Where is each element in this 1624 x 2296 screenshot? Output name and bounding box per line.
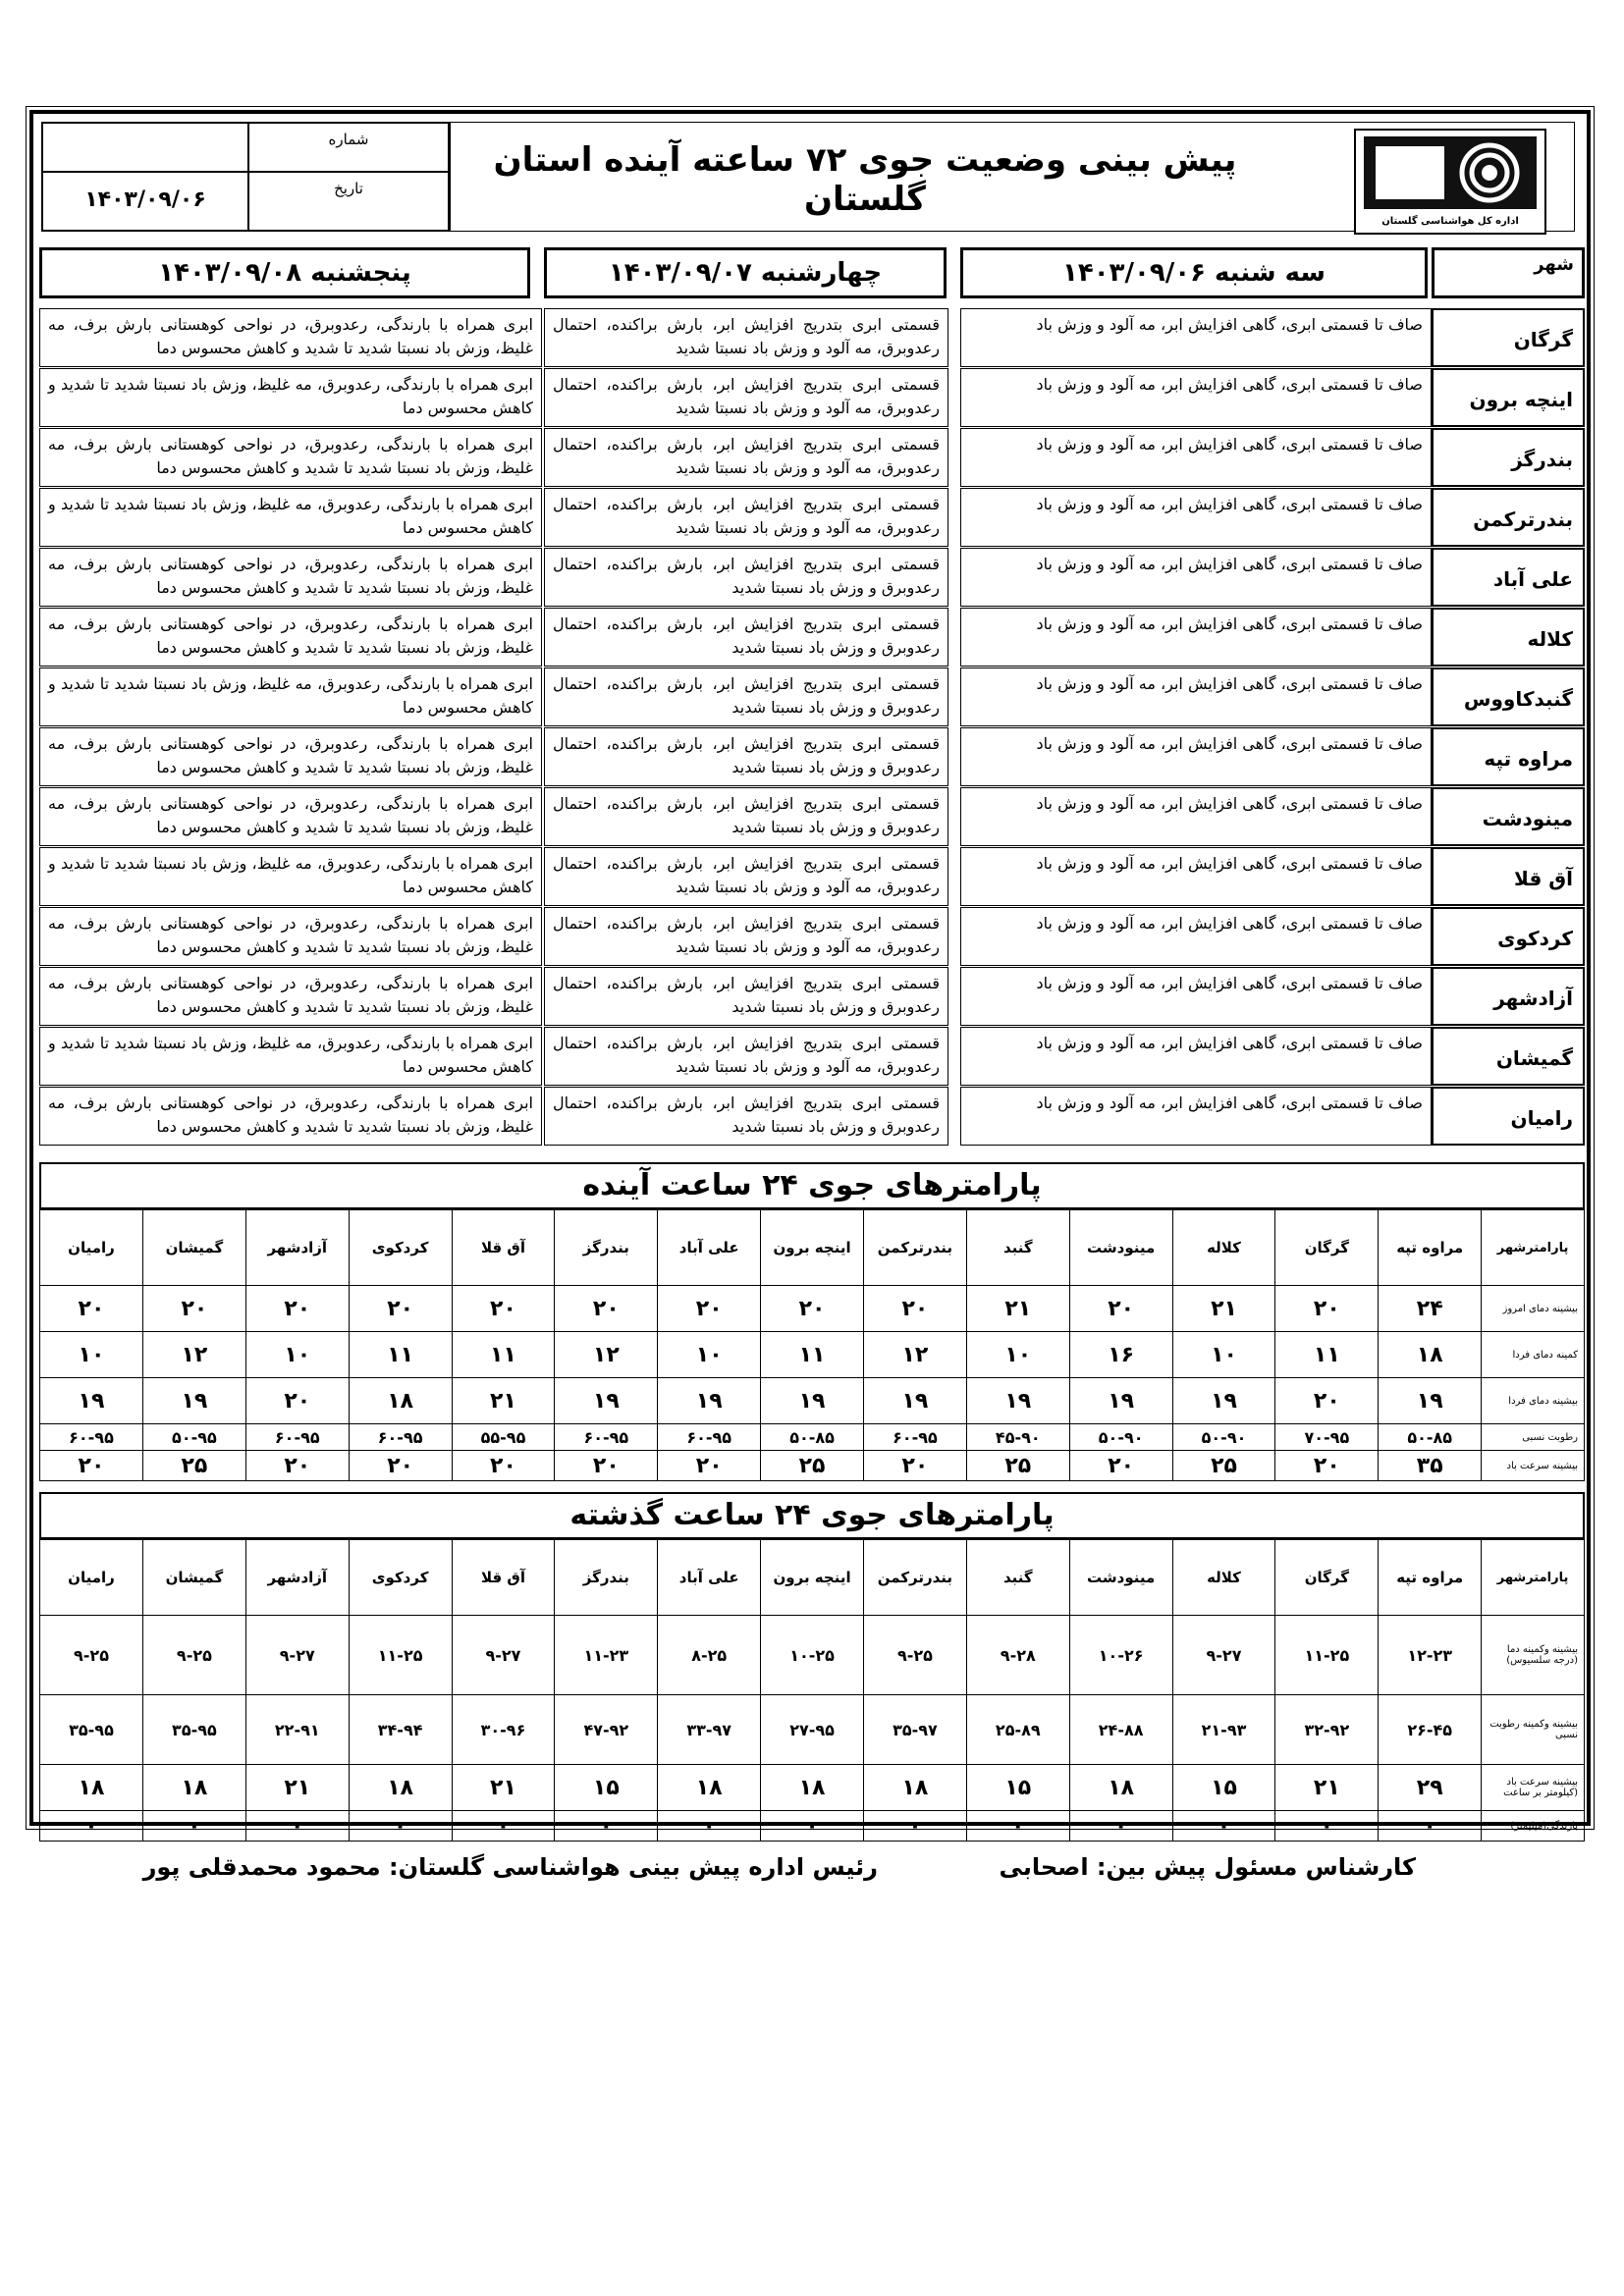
param-city-header: بندرگز: [555, 1210, 658, 1286]
param-city-header: رامیان: [40, 1210, 143, 1286]
param-city-header: گرگان: [1275, 1210, 1379, 1286]
forecast-row: [39, 1027, 1585, 1086]
param-value: ۲۱: [966, 1286, 1069, 1332]
param-value: ۱۹: [863, 1378, 966, 1424]
param-value: ۲۶-۴۵: [1379, 1695, 1482, 1765]
param-label: بیشینه دمای فردا: [1482, 1378, 1585, 1424]
param-value: ۲۰: [863, 1451, 966, 1481]
city-name: بندرگز: [1432, 428, 1585, 487]
title-box: [450, 122, 1575, 232]
param-city-header: آق قلا: [452, 1540, 555, 1616]
param-city-header: علی آباد: [658, 1210, 761, 1286]
param-value: ۹-۲۷: [245, 1616, 349, 1695]
param-city-header: گنبد: [966, 1210, 1069, 1286]
next24-table: [39, 1209, 1585, 1481]
param-value: ۱۸: [142, 1765, 245, 1811]
forecast-cell: صاف تا قسمتی ابری، گاهی افزایش ابر، مه آلود و وزش باد: [960, 787, 1432, 846]
param-city-header: مینودشت: [1069, 1540, 1172, 1616]
param-city-header: گمیشان: [142, 1210, 245, 1286]
param-value: ۳۵-۹۵: [142, 1695, 245, 1765]
param-value: ۲۰: [452, 1286, 555, 1332]
param-city-header: بندرترکمن: [863, 1540, 966, 1616]
param-value: ۱۹: [1069, 1378, 1172, 1424]
param-city-header: کردکوی: [349, 1210, 452, 1286]
forecast-cell: صاف تا قسمتی ابری، گاهی افزایش ابر، مه آلود و وزش باد: [960, 1087, 1432, 1146]
forecast-cell: ابری همراه با بارندگی، رعدوبرق، در نواحی کوهستانی بارش برف، مه غلیظ، وزش باد نسبتا شدید تا شدید و کاهش محسوس دما: [39, 787, 542, 846]
param-row: [40, 1451, 1585, 1481]
param-value: ۲۵-۸۹: [966, 1695, 1069, 1765]
param-city-header: کلاله: [1172, 1210, 1275, 1286]
param-value: ۱۹: [761, 1378, 864, 1424]
reference-box: [41, 122, 450, 232]
param-value: ۲۰: [349, 1451, 452, 1481]
param-value: ۶۰-۹۵: [555, 1424, 658, 1451]
param-value: ۹-۲۷: [1172, 1616, 1275, 1695]
param-value: ۰: [349, 1811, 452, 1842]
param-value: ۱۹: [966, 1378, 1069, 1424]
forecast-cell: ابری همراه با بارندگی، رعدوبرق، در نواحی کوهستانی بارش برف، مه غلیظ، وزش باد نسبتا شدید تا شدید و کاهش محسوس دما: [39, 428, 542, 487]
forecast-cell: صاف تا قسمتی ابری، گاهی افزایش ابر، مه آلود و وزش باد: [960, 967, 1432, 1026]
forecast-cell: صاف تا قسمتی ابری، گاهی افزایش ابر، مه آلود و وزش باد: [960, 727, 1432, 786]
param-city-header: مینودشت: [1069, 1210, 1172, 1286]
param-value: ۲۰: [452, 1451, 555, 1481]
forecast-cell: ابری همراه با بارندگی، رعدوبرق، مه غلیظ، وزش باد نسبتا شدید تا شدید و کاهش محسوس دما: [39, 1027, 542, 1086]
param-value: ۱۵: [966, 1765, 1069, 1811]
param-value: ۱۱: [349, 1332, 452, 1378]
forecast-cell: قسمتی ابری بتدریج افزایش ابر، بارش براکنده، احتمال رعدوبرق و وزش باد نسبتا شدید: [544, 1087, 948, 1146]
param-value: ۱۸: [349, 1378, 452, 1424]
forecast-cell: ابری همراه با بارندگی، رعدوبرق، مه غلیظ، وزش باد نسبتا شدید تا شدید و کاهش محسوس دما: [39, 847, 542, 906]
param-value: ۳۵-۹۵: [40, 1695, 143, 1765]
param-value: ۱۸: [349, 1765, 452, 1811]
param-value: ۱۰: [40, 1332, 143, 1378]
param-value: ۱۰: [245, 1332, 349, 1378]
city-name: علی آباد: [1432, 548, 1585, 607]
param-label: بیشینه دمای امروز: [1482, 1286, 1585, 1332]
city-name: کلاله: [1432, 608, 1585, 667]
param-value: ۲۰: [245, 1286, 349, 1332]
param-value: ۱۱-۲۵: [349, 1616, 452, 1695]
param-label: بیشینه سرعت باد (کیلومتر بر ساعت: [1482, 1765, 1585, 1811]
date-value: ۱۴۰۳/۰۹/۰۶: [42, 172, 248, 231]
param-city-header: مراوه تپه: [1379, 1210, 1482, 1286]
forecast-cell: قسمتی ابری بتدریج افزایش ابر، بارش براکنده، احتمال رعدوبرق، مه آلود و وزش باد نسبتا شدید: [544, 368, 948, 427]
param-row: [40, 1378, 1585, 1424]
forecast-cell: قسمتی ابری بتدریج افزایش ابر، بارش براکنده، احتمال رعدوبرق و وزش باد نسبتا شدید: [544, 967, 948, 1026]
param-value: ۰: [1172, 1811, 1275, 1842]
param-value: ۲۰: [761, 1286, 864, 1332]
param-value: ۱۸: [1069, 1765, 1172, 1811]
forecast-cell: صاف تا قسمتی ابری، گاهی افزایش ابر، مه آلود و وزش باد: [960, 368, 1432, 427]
param-value: ۲۷-۹۵: [761, 1695, 864, 1765]
param-city-header: گنبد: [966, 1540, 1069, 1616]
param-value: ۲۵: [966, 1451, 1069, 1481]
param-value: ۰: [40, 1811, 143, 1842]
param-value: ۴۷-۹۲: [555, 1695, 658, 1765]
param-city-header: مراوه تپه: [1379, 1540, 1482, 1616]
param-value: ۲۵: [142, 1451, 245, 1481]
param-city-header: کردکوی: [349, 1540, 452, 1616]
forecast-row: [39, 1087, 1585, 1146]
param-value: ۹-۲۸: [966, 1616, 1069, 1695]
param-value: ۰: [658, 1811, 761, 1842]
city-name: مراوه تپه: [1432, 727, 1585, 786]
param-value: ۲۰: [1069, 1451, 1172, 1481]
param-value: ۶۰-۹۵: [40, 1424, 143, 1451]
param-value: ۵۰-۸۵: [761, 1424, 864, 1451]
param-value: ۵۵-۹۵: [452, 1424, 555, 1451]
forecast-row: [39, 667, 1585, 726]
head-signature: رئیس اداره پیش بینی هواشناسی گلستان: محمود محمدقلی پور: [142, 1853, 878, 1881]
param-value: ۲۰: [1275, 1286, 1379, 1332]
param-label: بیشینه سرعت باد: [1482, 1451, 1585, 1481]
param-value: ۰: [761, 1811, 864, 1842]
param-value: ۰: [1275, 1811, 1379, 1842]
forecast-cell: ابری همراه با بارندگی، رعدوبرق، در نواحی کوهستانی بارش برف، مه غلیظ، وزش باد نسبتا شدید تا شدید و کاهش محسوس دما: [39, 548, 542, 607]
forecast-cell: صاف تا قسمتی ابری، گاهی افزایش ابر، مه آلود و وزش باد: [960, 428, 1432, 487]
forecast-cell: قسمتی ابری بتدریج افزایش ابر، بارش براکنده، احتمال رعدوبرق و وزش باد نسبتا شدید: [544, 548, 948, 607]
param-value: ۱۰-۲۶: [1069, 1616, 1172, 1695]
forecast-cell: قسمتی ابری بتدریج افزایش ابر، بارش براکنده، احتمال رعدوبرق، مه آلود و وزش باد نسبتا شدید: [544, 847, 948, 906]
forecast-cell: ابری همراه با بارندگی، رعدوبرق، در نواحی کوهستانی بارش برف، مه غلیظ، وزش باد نسبتا شدید تا شدید و کاهش محسوس دما: [39, 608, 542, 667]
param-city-header: اینچه برون: [761, 1540, 864, 1616]
param-value: ۹-۲۵: [142, 1616, 245, 1695]
param-value: ۱۲: [863, 1332, 966, 1378]
param-value: ۱۱: [1275, 1332, 1379, 1378]
forecast-cell: صاف تا قسمتی ابری، گاهی افزایش ابر، مه آلود و وزش باد: [960, 847, 1432, 906]
param-value: ۱۱: [452, 1332, 555, 1378]
param-value: ۲۱: [452, 1765, 555, 1811]
number-value-cell: [42, 123, 248, 172]
forecast-cell: ابری همراه با بارندگی، رعدوبرق، در نواحی کوهستانی بارش برف، مه غلیظ، وزش باد نسبتا شدید تا شدید و کاهش محسوس دما: [39, 967, 542, 1026]
forecast-row: [39, 847, 1585, 906]
param-value: ۱۲: [142, 1332, 245, 1378]
city-column-header: شهر: [1432, 247, 1585, 298]
param-label: کمینه دمای فردا: [1482, 1332, 1585, 1378]
param-value: ۱۹: [142, 1378, 245, 1424]
city-name: کردکوی: [1432, 907, 1585, 966]
param-value: ۱۹: [1172, 1378, 1275, 1424]
param-city-header: بندرترکمن: [863, 1210, 966, 1286]
param-value: ۱۹: [555, 1378, 658, 1424]
param-city-header: اینچه برون: [761, 1210, 864, 1286]
forecast-row: [39, 907, 1585, 966]
param-corner-label: پارامترشهر: [1482, 1210, 1585, 1286]
param-value: ۲۱-۹۳: [1172, 1695, 1275, 1765]
param-value: ۴۵-۹۰: [966, 1424, 1069, 1451]
forecast-cell: قسمتی ابری بتدریج افزایش ابر، بارش براکنده، احتمال رعدوبرق و وزش باد نسبتا شدید: [544, 608, 948, 667]
param-value: ۲۰: [658, 1286, 761, 1332]
param-value: ۵۰-۹۵: [142, 1424, 245, 1451]
past24-title: پارامترهای جوی ۲۴ ساعت گذشته: [39, 1492, 1585, 1539]
param-value: ۹-۲۷: [452, 1616, 555, 1695]
city-name: گمیشان: [1432, 1027, 1585, 1086]
city-name: گرگان: [1432, 308, 1585, 367]
param-value: ۳۰-۹۶: [452, 1695, 555, 1765]
param-label: بارندگی(میلیمتر): [1482, 1811, 1585, 1842]
city-name: آق قلا: [1432, 847, 1585, 906]
param-value: ۲۰: [863, 1286, 966, 1332]
param-value: ۵۰-۹۰: [1172, 1424, 1275, 1451]
logo-caption: اداره کل هواشناسی گلستان: [1381, 216, 1519, 227]
param-value: ۱۸: [761, 1765, 864, 1811]
param-row: [40, 1765, 1585, 1811]
param-value: ۳۴-۹۴: [349, 1695, 452, 1765]
param-value: ۲۴-۸۸: [1069, 1695, 1172, 1765]
param-label: بیشینه وکمینه رطوبت نسبی: [1482, 1695, 1585, 1765]
param-value: ۲۲-۹۱: [245, 1695, 349, 1765]
param-value: ۱۲: [555, 1332, 658, 1378]
forecast-cell: صاف تا قسمتی ابری، گاهی افزایش ابر، مه آلود و وزش باد: [960, 667, 1432, 726]
city-name: بندرترکمن: [1432, 488, 1585, 547]
forecast-cell: قسمتی ابری بتدریج افزایش ابر، بارش براکنده، احتمال رعدوبرق، مه آلود و وزش باد نسبتا شدید: [544, 308, 948, 367]
forecast-row: [39, 787, 1585, 846]
param-value: ۵۰-۹۰: [1069, 1424, 1172, 1451]
meteorological-organization-logo: [1354, 129, 1546, 235]
param-city-header: آزادشهر: [245, 1540, 349, 1616]
forecast-cell: قسمتی ابری بتدریج افزایش ابر، بارش براکنده، احتمال رعدوبرق و وزش باد نسبتا شدید: [544, 727, 948, 786]
param-value: ۱۱-۲۵: [1275, 1616, 1379, 1695]
param-value: ۲۱: [245, 1765, 349, 1811]
param-value: ۲۰: [40, 1286, 143, 1332]
param-value: ۱۱-۲۳: [555, 1616, 658, 1695]
param-value: ۲۰: [349, 1286, 452, 1332]
forecast-cell: ابری همراه با بارندگی، رعدوبرق، مه غلیظ، وزش باد نسبتا شدید تا شدید و کاهش محسوس دما: [39, 488, 542, 547]
forecast-cell: ابری همراه با بارندگی، رعدوبرق، در نواحی کوهستانی بارش برف، مه غلیظ، وزش باد نسبتا شدید تا شدید و کاهش محسوس دما: [39, 308, 542, 367]
param-value: ۹-۲۵: [863, 1616, 966, 1695]
forecast-cell: صاف تا قسمتی ابری، گاهی افزایش ابر، مه آلود و وزش باد: [960, 1027, 1432, 1086]
param-value: ۲۹: [1379, 1765, 1482, 1811]
param-value: ۱۸: [658, 1765, 761, 1811]
forecast-cell: ابری همراه با بارندگی، رعدوبرق، مه غلیظ، وزش باد نسبتا شدید تا شدید و کاهش محسوس دما: [39, 667, 542, 726]
param-value: ۷۰-۹۵: [1275, 1424, 1379, 1451]
param-value: ۰: [1379, 1811, 1482, 1842]
forecast-cell: صاف تا قسمتی ابری، گاهی افزایش ابر، مه آلود و وزش باد: [960, 548, 1432, 607]
param-value: ۰: [142, 1811, 245, 1842]
param-value: ۲۰: [555, 1451, 658, 1481]
forecast-row: [39, 727, 1585, 786]
city-name: آزادشهر: [1432, 967, 1585, 1026]
param-value: ۰: [863, 1811, 966, 1842]
param-value: ۲۰: [658, 1451, 761, 1481]
param-value: ۳۵-۹۷: [863, 1695, 966, 1765]
param-value: ۱۰: [658, 1332, 761, 1378]
forecast-table: [39, 247, 1585, 1156]
param-value: ۱۶: [1069, 1332, 1172, 1378]
forecast-cell: قسمتی ابری بتدریج افزایش ابر، بارش براکنده، احتمال رعدوبرق، مه آلود و وزش باد نسبتا شدید: [544, 488, 948, 547]
param-row: [40, 1695, 1585, 1765]
forecast-cell: ابری همراه با بارندگی، رعدوبرق، در نواحی کوهستانی بارش برف، مه غلیظ، وزش باد نسبتا شدید تا شدید و کاهش محسوس دما: [39, 727, 542, 786]
param-value: ۲۱: [1172, 1286, 1275, 1332]
param-value: ۱۹: [40, 1378, 143, 1424]
param-city-header: گرگان: [1275, 1540, 1379, 1616]
param-value: ۱۵: [1172, 1765, 1275, 1811]
city-name: اینچه برون: [1432, 368, 1585, 427]
param-city-header: آزادشهر: [245, 1210, 349, 1286]
param-value: ۱۵: [555, 1765, 658, 1811]
forecast-row: [39, 967, 1585, 1026]
param-city-header: گمیشان: [142, 1540, 245, 1616]
forecast-cell: ابری همراه با بارندگی، رعدوبرق، در نواحی کوهستانی بارش برف، مه غلیظ، وزش باد نسبتا شدید تا شدید و کاهش محسوس دما: [39, 1087, 542, 1146]
param-header-row: [40, 1210, 1585, 1286]
param-city-header: رامیان: [40, 1540, 143, 1616]
param-row: [40, 1286, 1585, 1332]
param-value: ۲۰: [40, 1451, 143, 1481]
param-value: ۰: [1069, 1811, 1172, 1842]
param-city-header: کلاله: [1172, 1540, 1275, 1616]
param-value: ۱۲-۲۳: [1379, 1616, 1482, 1695]
param-label: بیشینه وکمینه دما (درجه سلسیوس): [1482, 1616, 1585, 1695]
param-value: ۰: [555, 1811, 658, 1842]
param-value: ۲۰: [245, 1378, 349, 1424]
param-value: ۶۰-۹۵: [863, 1424, 966, 1451]
day-header-2: چهارشنبه ۱۴۰۳/۰۹/۰۷: [544, 247, 947, 298]
param-value: ۲۴: [1379, 1286, 1482, 1332]
next24-title: پارامترهای جوی ۲۴ ساعت آینده: [39, 1162, 1585, 1209]
param-row: [40, 1616, 1585, 1695]
param-value: ۹-۲۵: [40, 1616, 143, 1695]
param-row: [40, 1424, 1585, 1451]
param-value: ۲۰: [1275, 1451, 1379, 1481]
param-header-row: [40, 1540, 1585, 1616]
param-value: ۸-۲۵: [658, 1616, 761, 1695]
param-value: ۱۰: [1172, 1332, 1275, 1378]
param-value: ۰: [245, 1811, 349, 1842]
forecast-cell: صاف تا قسمتی ابری، گاهی افزایش ابر، مه آلود و وزش باد: [960, 907, 1432, 966]
number-label: شماره: [248, 123, 449, 172]
param-label: رطوبت نسبی: [1482, 1424, 1585, 1451]
forecast-cell: قسمتی ابری بتدریج افزایش ابر، بارش براکنده، احتمال رعدوبرق، مه آلود و وزش باد نسبتا شدید: [544, 1027, 948, 1086]
forecast-row: [39, 368, 1585, 427]
forecast-cell: صاف تا قسمتی ابری، گاهی افزایش ابر، مه آلود و وزش باد: [960, 488, 1432, 547]
param-value: ۳۵: [1379, 1451, 1482, 1481]
city-name: رامیان: [1432, 1087, 1585, 1146]
param-value: ۶۰-۹۵: [658, 1424, 761, 1451]
forecaster-signature: کارشناس مسئول پیش بین: اصحابی: [999, 1853, 1416, 1881]
param-value: ۲۵: [761, 1451, 864, 1481]
forecast-cell: صاف تا قسمتی ابری، گاهی افزایش ابر، مه آلود و وزش باد: [960, 608, 1432, 667]
date-label: تاریخ: [248, 172, 449, 231]
forecast-row: [39, 548, 1585, 607]
param-value: ۰: [966, 1811, 1069, 1842]
logo-emblem: [1364, 136, 1537, 209]
param-value: ۱۱: [761, 1332, 864, 1378]
forecast-cell: قسمتی ابری بتدریج افزایش ابر، بارش براکنده، احتمال رعدوبرق، مه آلود و وزش باد نسبتا شدید: [544, 907, 948, 966]
forecast-cell: صاف تا قسمتی ابری، گاهی افزایش ابر، مه آلود و وزش باد: [960, 308, 1432, 367]
param-value: ۰: [452, 1811, 555, 1842]
forecast-cell: قسمتی ابری بتدریج افزایش ابر، بارش براکنده، احتمال رعدوبرق، مه آلود و وزش باد نسبتا شدید: [544, 428, 948, 487]
param-value: ۵۰-۸۵: [1379, 1424, 1482, 1451]
param-value: ۲۱: [1275, 1765, 1379, 1811]
param-value: ۱۸: [863, 1765, 966, 1811]
forecast-cell: ابری همراه با بارندگی، رعدوبرق، مه غلیظ، وزش باد نسبتا شدید تا شدید و کاهش محسوس دما: [39, 368, 542, 427]
param-value: ۲۰: [245, 1451, 349, 1481]
forecast-row: [39, 308, 1585, 367]
param-value: ۲۰: [555, 1286, 658, 1332]
param-corner-label: پارامترشهر: [1482, 1540, 1585, 1616]
param-value: ۱۰: [966, 1332, 1069, 1378]
param-city-header: علی آباد: [658, 1540, 761, 1616]
forecast-cell: ابری همراه با بارندگی، رعدوبرق، در نواحی کوهستانی بارش برف، مه غلیظ، وزش باد نسبتا شدید تا شدید و کاهش محسوس دما: [39, 907, 542, 966]
param-city-header: بندرگز: [555, 1540, 658, 1616]
city-name: گنبدکاووس: [1432, 667, 1585, 726]
param-value: ۶۰-۹۵: [245, 1424, 349, 1451]
city-name: مینودشت: [1432, 787, 1585, 846]
forecast-row: [39, 488, 1585, 547]
day-header-3: پنجشنبه ۱۴۰۳/۰۹/۰۸: [39, 247, 530, 298]
forecast-cell: قسمتی ابری بتدریج افزایش ابر، بارش براکنده، احتمال رعدوبرق و وزش باد نسبتا شدید: [544, 787, 948, 846]
param-value: ۲۰: [1069, 1286, 1172, 1332]
param-row: [40, 1811, 1585, 1842]
param-value: ۲۰: [142, 1286, 245, 1332]
param-row: [40, 1332, 1585, 1378]
param-value: ۳۳-۹۷: [658, 1695, 761, 1765]
param-value: ۱۰-۲۵: [761, 1616, 864, 1695]
document-header: [33, 114, 1587, 237]
param-value: ۲۰: [1275, 1378, 1379, 1424]
param-value: ۶۰-۹۵: [349, 1424, 452, 1451]
param-value: ۱۸: [40, 1765, 143, 1811]
param-value: ۲۱: [452, 1378, 555, 1424]
param-city-header: آق قلا: [452, 1210, 555, 1286]
page-title: پیش بینی وضعیت جوی ۷۲ ساعته آینده استان گلستان: [493, 140, 1237, 219]
param-value: ۱۹: [1379, 1378, 1482, 1424]
past24-table: [39, 1539, 1585, 1842]
forecast-cell: قسمتی ابری بتدریج افزایش ابر، بارش براکنده، احتمال رعدوبرق و وزش باد نسبتا شدید: [544, 667, 948, 726]
param-value: ۲۵: [1172, 1451, 1275, 1481]
param-value: ۱۹: [658, 1378, 761, 1424]
param-value: ۱۸: [1379, 1332, 1482, 1378]
day-header-1: سه شنبه ۱۴۰۳/۰۹/۰۶: [960, 247, 1428, 298]
forecast-row: [39, 608, 1585, 667]
param-value: ۳۲-۹۲: [1275, 1695, 1379, 1765]
forecast-row: [39, 428, 1585, 487]
